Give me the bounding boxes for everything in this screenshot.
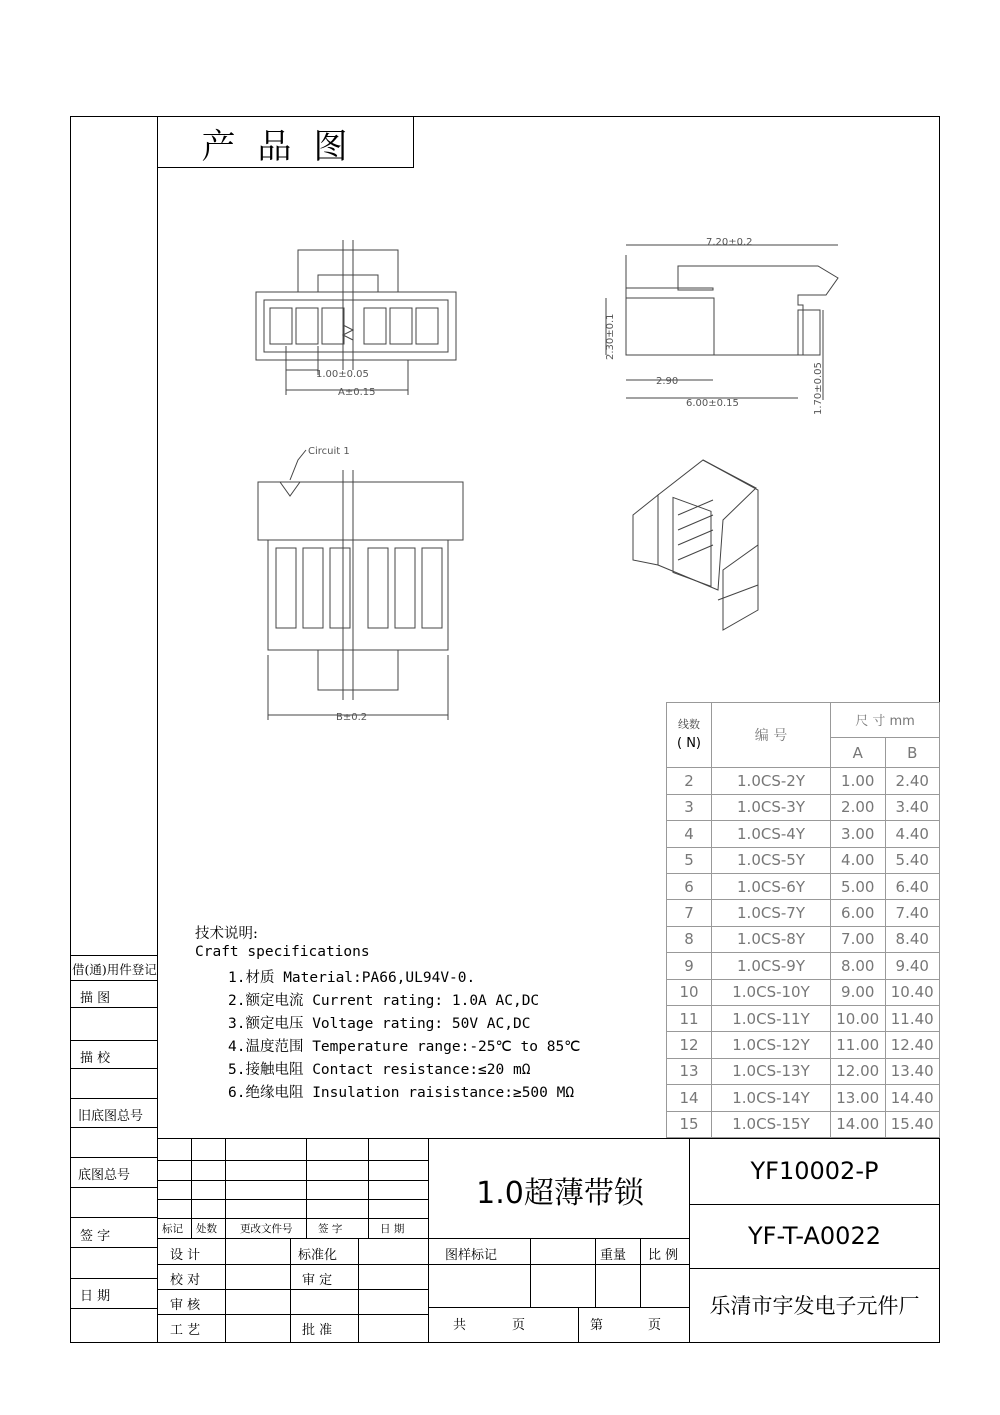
- table-cell: 3: [667, 794, 712, 820]
- side-label-trace: 描 图: [80, 991, 111, 1006]
- titleblock-top: [157, 1138, 940, 1139]
- table-cell: 11.00: [831, 1032, 886, 1058]
- table-cell: 11.40: [885, 1005, 940, 1031]
- tb-process: 工 艺: [170, 1323, 201, 1338]
- table-cell: 7: [667, 900, 712, 926]
- dim-600-label: 6.00±0.15: [686, 398, 739, 409]
- table-cell: 1.0CS-9Y: [712, 953, 831, 979]
- tb-line: [157, 1160, 428, 1161]
- col-a-header: A: [831, 737, 886, 768]
- circuit-label: Circuit 1: [308, 446, 350, 457]
- table-cell: 2.00: [831, 794, 886, 820]
- side-divider: [70, 1098, 157, 1099]
- tb-line: [689, 1204, 940, 1205]
- table-cell: 7.40: [885, 900, 940, 926]
- table-cell: 6: [667, 873, 712, 899]
- tb-line: [640, 1238, 641, 1307]
- dim-height-label: 2.30±0.1: [605, 313, 616, 360]
- tb-line: [428, 1307, 689, 1308]
- table-cell: 2.40: [885, 768, 940, 794]
- table-row: [667, 768, 940, 794]
- table-cell: 14.00: [831, 1111, 886, 1137]
- side-divider: [70, 1247, 157, 1248]
- table-row: [667, 1111, 940, 1137]
- side-label-check: 描 校: [80, 1051, 111, 1066]
- table-cell: 12: [667, 1032, 712, 1058]
- table-cell: 9: [667, 953, 712, 979]
- side-label-old-no: 旧底图总号: [78, 1109, 144, 1124]
- tb-day: 日 期: [380, 1223, 405, 1235]
- table-cell: 1.0CS-10Y: [712, 979, 831, 1005]
- table-cell: 12.00: [831, 1058, 886, 1084]
- side-view: [606, 245, 838, 400]
- table-cell: 1.0CS-5Y: [712, 847, 831, 873]
- tb-line: [595, 1238, 596, 1307]
- side-divider: [70, 1217, 157, 1218]
- table-body: [667, 768, 940, 1138]
- col-size-header: 尺 寸 mm: [831, 703, 940, 738]
- dim-pitch-label: 1.00±0.05: [316, 369, 369, 380]
- table-cell: 10: [667, 979, 712, 1005]
- company-name: 乐清市宇发电子元件厂: [709, 1294, 920, 1318]
- tb-line: [358, 1238, 359, 1343]
- table-cell: 1.0CS-15Y: [712, 1111, 831, 1137]
- table-cell: 1.0CS-12Y: [712, 1032, 831, 1058]
- tb-line: [368, 1138, 369, 1238]
- product-drawing: [158, 170, 938, 790]
- tb-page2: 页: [648, 1318, 662, 1333]
- tb-line: [306, 1138, 307, 1238]
- table-row: [667, 1032, 940, 1058]
- table-cell: 3.40: [885, 794, 940, 820]
- tb-page: 页: [512, 1318, 526, 1333]
- table-cell: 4.40: [885, 821, 940, 847]
- col-b-header: B: [885, 737, 940, 768]
- table-cell: 10.00: [831, 1005, 886, 1031]
- page-title: 产品图: [201, 126, 370, 167]
- tb-standard: 标准化: [298, 1248, 338, 1263]
- table-cell: 5.40: [885, 847, 940, 873]
- spec-item: 6.绝缘电阻 Insulation raisistance:≥500 MΩ: [228, 1085, 575, 1101]
- side-divider: [70, 1157, 157, 1158]
- tb-signature: 签 字: [318, 1223, 343, 1235]
- dim-width-label: 7.20±0.2: [706, 237, 753, 248]
- table-row: [667, 1005, 940, 1031]
- col-lines-header: 线数 ( N): [667, 703, 712, 768]
- table-cell: 13.40: [885, 1058, 940, 1084]
- table-row: [667, 1058, 940, 1084]
- side-divider: [70, 1007, 157, 1008]
- table-cell: 1.0CS-8Y: [712, 926, 831, 952]
- table-cell: 1.0CS-4Y: [712, 821, 831, 847]
- dim-a-label: A±0.15: [338, 387, 376, 398]
- spec-heading-cn: 技术说明:: [195, 926, 258, 942]
- dim-290-label: 2.90: [656, 376, 679, 387]
- table-cell: 7.00: [831, 926, 886, 952]
- tb-total: 共: [453, 1318, 467, 1333]
- tb-audit: 审 核: [170, 1298, 201, 1313]
- table-cell: 15.40: [885, 1111, 940, 1137]
- table-row: [667, 1085, 940, 1111]
- table-cell: 1.0CS-11Y: [712, 1005, 831, 1031]
- tb-line: [290, 1238, 291, 1343]
- tb-change-doc: 更改文件号: [240, 1223, 293, 1235]
- tb-count: 处数: [196, 1223, 217, 1235]
- document-number: YF-T-A0022: [747, 1222, 881, 1250]
- spec-heading-en: Craft specifications: [195, 944, 370, 960]
- side-label-borrow: 借(通)用件登记: [72, 962, 157, 977]
- side-divider: [70, 1308, 157, 1309]
- dim-b-label: B±0.2: [336, 712, 368, 723]
- table-cell: 5: [667, 847, 712, 873]
- table-cell: 12.40: [885, 1032, 940, 1058]
- table-cell: 1.0CS-2Y: [712, 768, 831, 794]
- table-cell: 14: [667, 1085, 712, 1111]
- tb-proof: 校 对: [170, 1273, 201, 1288]
- tb-line: [157, 1238, 428, 1239]
- tb-line: [157, 1199, 428, 1200]
- table-row: [667, 979, 940, 1005]
- table-cell: 1.00: [831, 768, 886, 794]
- table-cell: 3.00: [831, 821, 886, 847]
- table-row: [667, 794, 940, 820]
- spec-item: 4.温度范围 Temperature range:-25℃ to 85℃: [228, 1039, 581, 1055]
- tb-design: 设 计: [170, 1248, 201, 1263]
- tb-line: [157, 1264, 428, 1265]
- table-cell: 1.0CS-13Y: [712, 1058, 831, 1084]
- table-cell: 13.00: [831, 1085, 886, 1111]
- tb-line: [157, 1180, 428, 1181]
- tb-line: [225, 1138, 226, 1343]
- table-cell: 1.0CS-3Y: [712, 794, 831, 820]
- side-divider: [70, 1187, 157, 1188]
- tb-line: [157, 1218, 428, 1219]
- table-row: [667, 821, 940, 847]
- table-row: [667, 900, 940, 926]
- dimension-table: [666, 702, 940, 1138]
- table-cell: 6.00: [831, 900, 886, 926]
- tb-mark: 标记: [162, 1223, 183, 1235]
- bottom-view: [258, 470, 463, 720]
- table-row: [667, 847, 940, 873]
- table-row: [667, 873, 940, 899]
- table-cell: 15: [667, 1111, 712, 1137]
- tb-scale: 比 例: [648, 1248, 679, 1263]
- tb-line: [689, 1268, 940, 1269]
- tb-line: [428, 1264, 689, 1265]
- table-cell: 1.0CS-6Y: [712, 873, 831, 899]
- tb-weight: 重量: [600, 1248, 627, 1263]
- table-cell: 6.40: [885, 873, 940, 899]
- dim-170-label: 1.70±0.05: [813, 362, 824, 415]
- table-cell: 8.40: [885, 926, 940, 952]
- side-label-sign: 签 字: [80, 1229, 111, 1244]
- side-divider: [70, 955, 157, 956]
- side-label-date: 日 期: [80, 1289, 111, 1304]
- spec-item: 2.额定电流 Current rating: 1.0A AC,DC: [228, 993, 540, 1009]
- spec-item: 5.接触电阻 Contact resistance:≤20 mΩ: [228, 1062, 531, 1078]
- table-cell: 4.00: [831, 847, 886, 873]
- tb-line: [157, 1289, 428, 1290]
- table-cell: 9.00: [831, 979, 886, 1005]
- drawing-number: YF10002-P: [750, 1157, 879, 1185]
- side-divider: [70, 1278, 157, 1279]
- table-cell: 4: [667, 821, 712, 847]
- isometric-view: [633, 460, 758, 630]
- side-divider: [70, 1127, 157, 1128]
- tb-line: [157, 1314, 428, 1315]
- tb-mark-label: 图样标记: [445, 1248, 498, 1263]
- product-name: 1.0超薄带锁: [476, 1176, 644, 1211]
- tb-nth: 第: [590, 1318, 604, 1333]
- tb-line: [428, 1138, 429, 1343]
- side-divider: [70, 1040, 157, 1041]
- table-cell: 13: [667, 1058, 712, 1084]
- table-row: [667, 926, 940, 952]
- tb-line: [530, 1238, 531, 1307]
- table-cell: 1.0CS-7Y: [712, 900, 831, 926]
- side-divider: [70, 980, 157, 981]
- tb-approve: 批 准: [302, 1323, 333, 1338]
- table-cell: 8.00: [831, 953, 886, 979]
- table-cell: 14.40: [885, 1085, 940, 1111]
- table-cell: 1.0CS-14Y: [712, 1085, 831, 1111]
- table-cell: 11: [667, 1005, 712, 1031]
- spec-item: 1.材质 Material:PA66,UL94V-0.: [228, 970, 476, 986]
- side-label-base-no: 底图总号: [78, 1168, 131, 1183]
- col-part-header: 编 号: [712, 703, 831, 768]
- table-cell: 2: [667, 768, 712, 794]
- tb-review: 审 定: [302, 1273, 333, 1288]
- tb-line: [428, 1238, 689, 1239]
- side-divider: [70, 1068, 157, 1069]
- table-cell: 8: [667, 926, 712, 952]
- table-cell: 10.40: [885, 979, 940, 1005]
- table-cell: 9.40: [885, 953, 940, 979]
- spec-item: 3.额定电压 Voltage rating: 50V AC,DC: [228, 1016, 531, 1032]
- table-cell: 5.00: [831, 873, 886, 899]
- tb-line: [578, 1307, 579, 1343]
- tb-line: [191, 1138, 192, 1238]
- table-row: [667, 953, 940, 979]
